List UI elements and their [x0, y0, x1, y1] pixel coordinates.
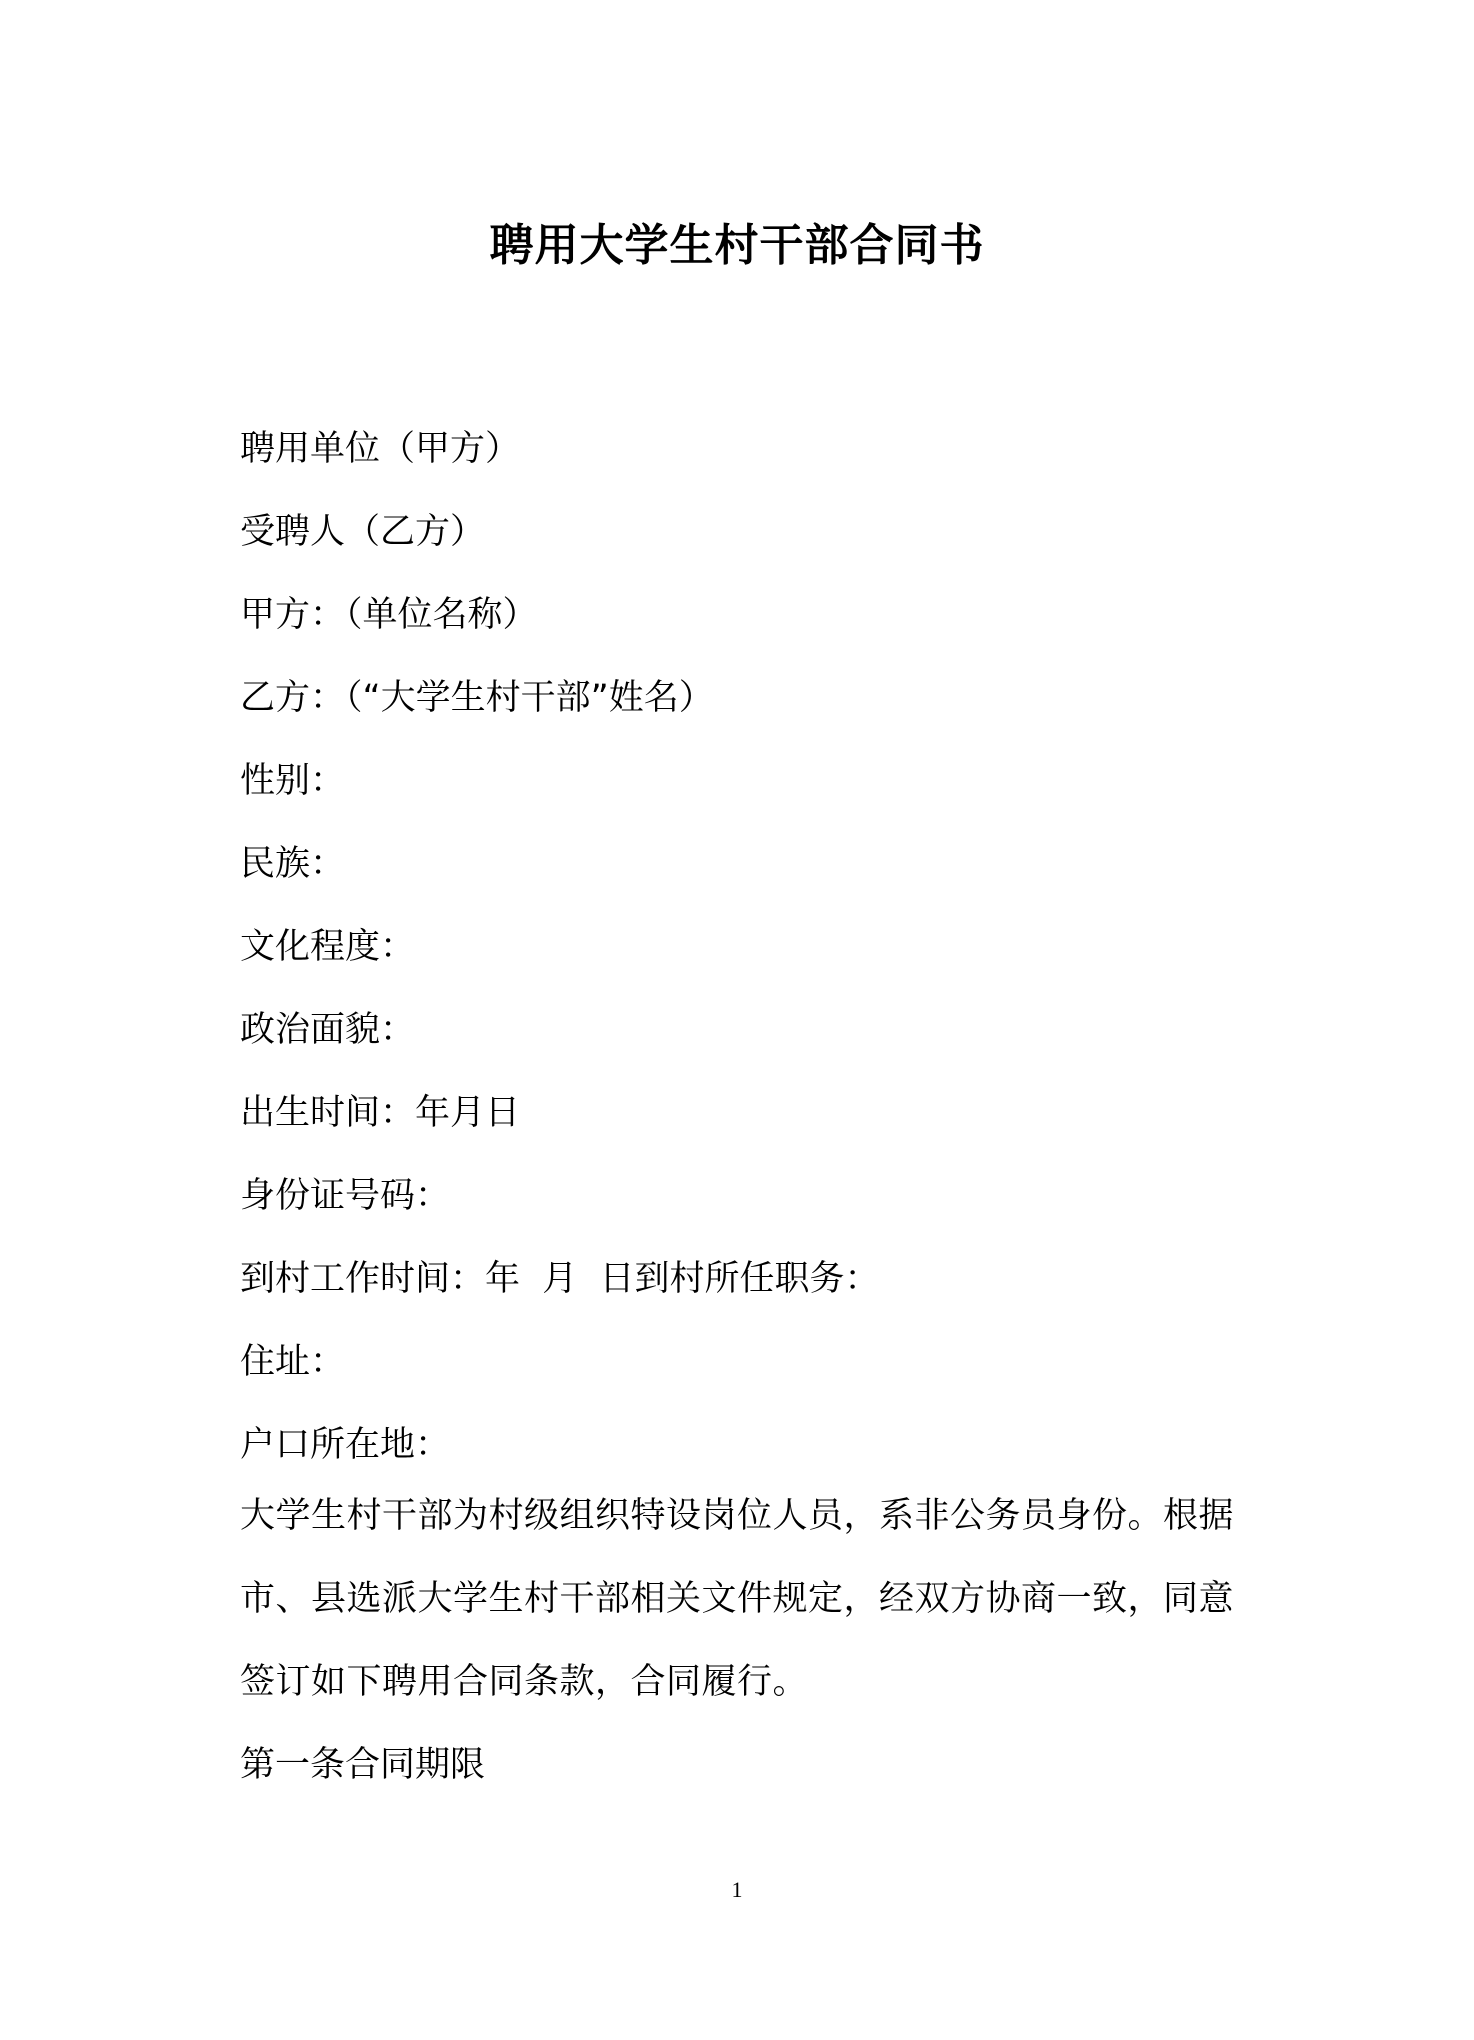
field-birth-date: 出生时间：年月日 — [240, 1093, 521, 1133]
intro-paragraph: 大学生村干部为村级组织特设岗位人员，系非公务员身份。根据市、县选派大学生村干部相关文件规定，经双方协商一致，同意签订如下聘用合同条款，合同履行。 — [240, 1496, 1235, 1702]
field-party-a: 甲方：（单位名称） — [240, 595, 538, 635]
field-household-registration: 户口所在地： — [240, 1425, 451, 1465]
field-employee: 受聘人（乙方） — [240, 512, 486, 552]
field-party-b: 乙方：（“大学生村干部”姓名） — [240, 678, 714, 718]
page-number: 1 — [731, 1877, 743, 1902]
field-ethnicity: 民族： — [240, 844, 346, 884]
field-gender: 性别： — [240, 761, 346, 801]
section-heading-term: 第一条合同期限 — [240, 1745, 486, 1785]
field-address: 住址： — [240, 1342, 346, 1382]
field-education: 文化程度： — [240, 927, 416, 967]
field-id-number: 身份证号码： — [240, 1176, 451, 1216]
field-employer: 聘用单位（甲方） — [240, 429, 521, 469]
field-start-date-position: 到村工作时间：年 月 日到村所任职务： — [240, 1259, 880, 1299]
contract-fields — [240, 408, 1260, 1487]
field-political-status: 政治面貌： — [240, 1010, 416, 1050]
document-title: 聘用大学生村干部合同书 — [489, 220, 985, 271]
